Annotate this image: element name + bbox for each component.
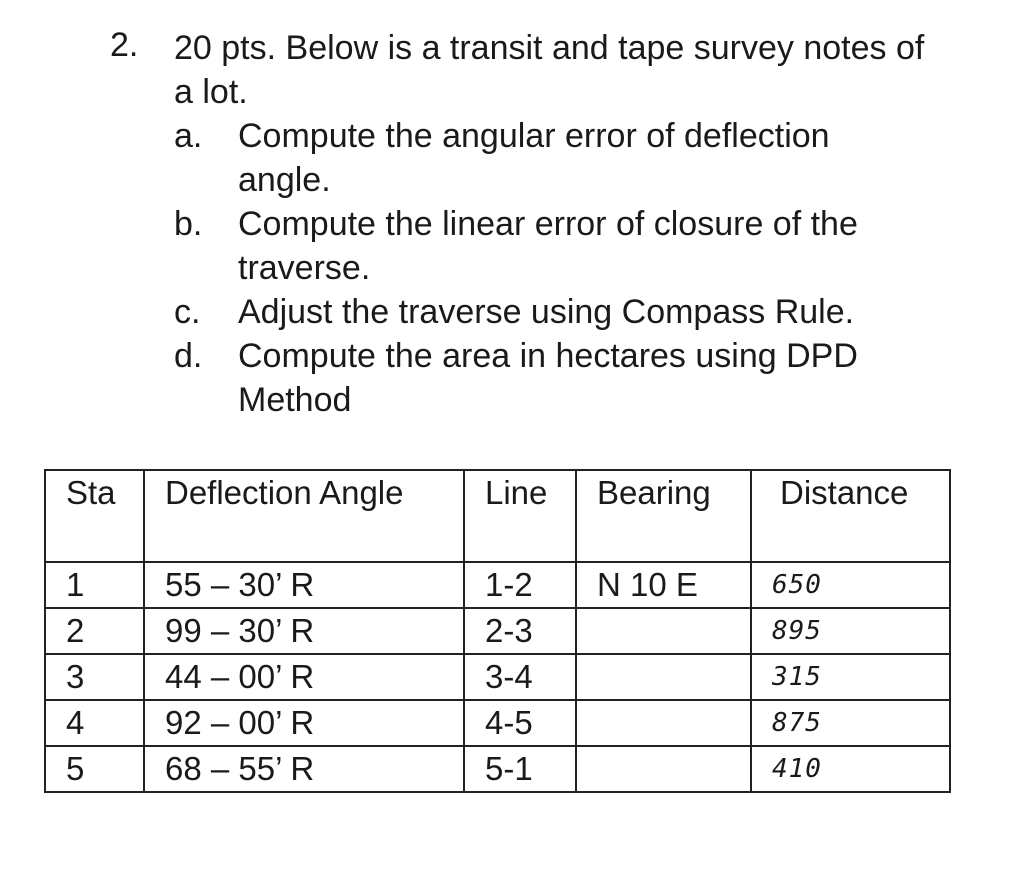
problem-number: 2. — [110, 26, 139, 64]
survey-notes-table — [44, 469, 951, 793]
cell-bearing — [576, 746, 751, 792]
cell-sta: 3 — [45, 654, 144, 700]
table-row — [45, 654, 950, 700]
task-letter: b. — [174, 205, 203, 243]
task-item — [174, 334, 954, 422]
header-sta: Sta — [45, 470, 144, 562]
cell-deflection: 92 – 00’ R — [144, 700, 464, 746]
header-bearing: Bearing — [576, 470, 751, 562]
cell-deflection: 99 – 30’ R — [144, 608, 464, 654]
cell-bearing — [576, 700, 751, 746]
cell-sta: 4 — [45, 700, 144, 746]
task-text: Compute the linear error of closure of the traverse. — [238, 205, 858, 287]
cell-deflection: 44 – 00’ R — [144, 654, 464, 700]
task-text: Compute the angular error of deflection angle. — [238, 117, 830, 199]
cell-sta: 5 — [45, 746, 144, 792]
cell-distance: 875 — [751, 700, 950, 746]
cell-deflection: 68 – 55’ R — [144, 746, 464, 792]
header-distance: Distance — [751, 470, 950, 562]
table-row — [45, 700, 950, 746]
table-header-row — [45, 470, 950, 562]
cell-line: 3-4 — [464, 654, 576, 700]
cell-line: 4-5 — [464, 700, 576, 746]
cell-sta: 1 — [45, 562, 144, 608]
cell-bearing: N 10 E — [576, 562, 751, 608]
task-letter: d. — [174, 337, 203, 375]
task-letter: a. — [174, 117, 203, 155]
cell-distance: 650 — [751, 562, 950, 608]
header-line: Line — [464, 470, 576, 562]
cell-line: 1-2 — [464, 562, 576, 608]
cell-bearing — [576, 654, 751, 700]
header-deflection: Deflection Angle — [144, 470, 464, 562]
cell-sta: 2 — [45, 608, 144, 654]
cell-line: 5-1 — [464, 746, 576, 792]
table-row — [45, 746, 950, 792]
cell-distance: 895 — [751, 608, 950, 654]
cell-bearing — [576, 608, 751, 654]
task-item — [174, 202, 954, 290]
task-text: Compute the area in hectares using DPD Method — [238, 337, 858, 419]
task-text: Adjust the traverse using Compass Rule. — [238, 293, 855, 331]
cell-line: 2-3 — [464, 608, 576, 654]
task-item — [174, 114, 954, 202]
table-row — [45, 608, 950, 654]
cell-distance: 315 — [751, 654, 950, 700]
cell-deflection: 55 – 30’ R — [144, 562, 464, 608]
cell-distance: 410 — [751, 746, 950, 792]
table-row — [45, 562, 950, 608]
problem-intro: 20 pts. Below is a transit and tape survey notes of a lot. — [174, 29, 925, 111]
task-item — [174, 290, 954, 334]
task-letter: c. — [174, 293, 201, 331]
task-list — [174, 114, 954, 422]
